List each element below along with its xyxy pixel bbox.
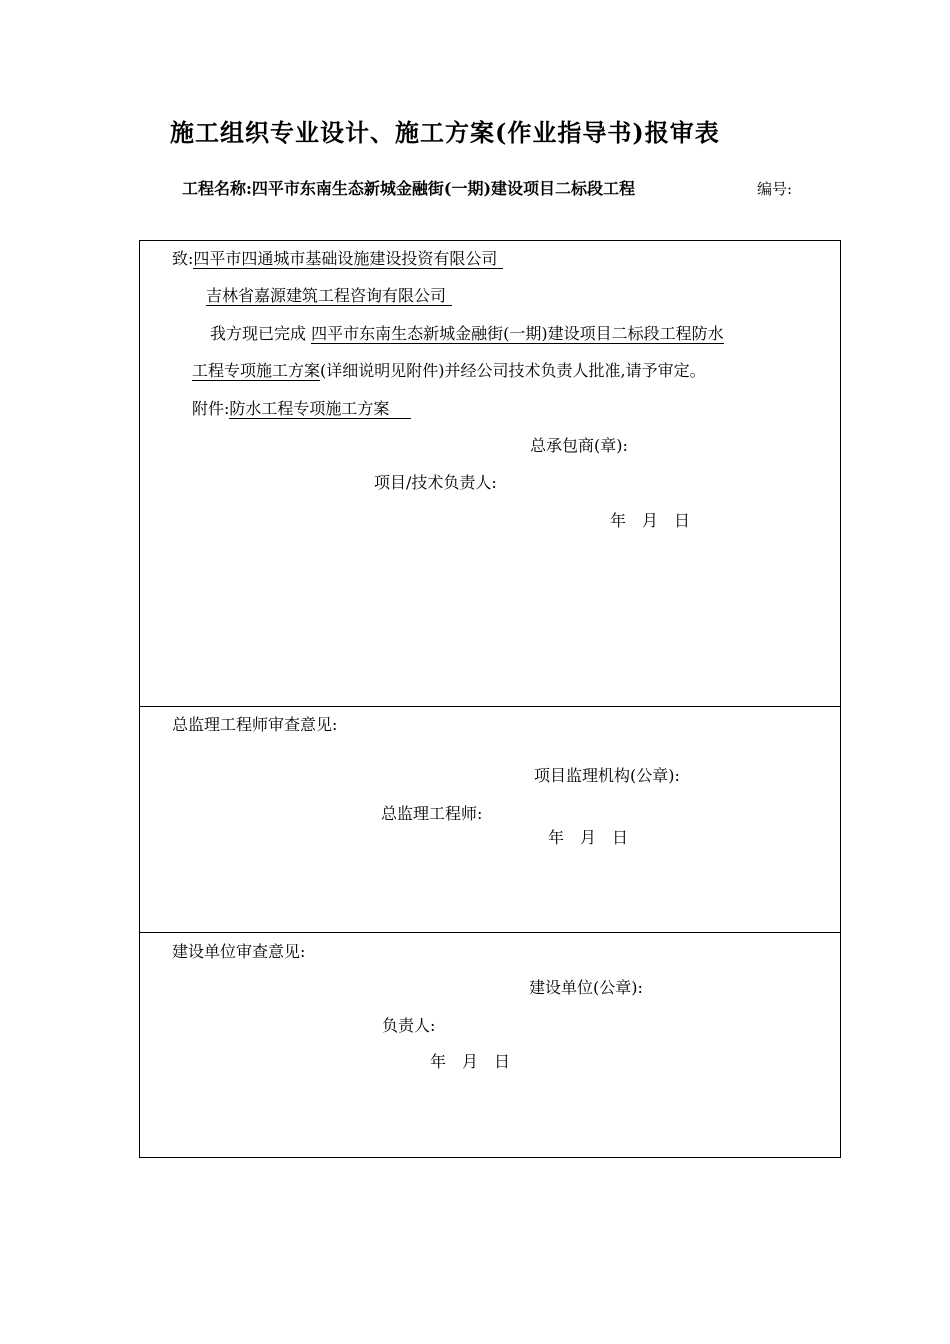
- number-label: 编号:: [757, 180, 793, 198]
- supervision-date: 年 月 日: [548, 828, 629, 847]
- page-title: 施工组织专业设计、施工方案(作业指导书)报审表: [170, 118, 720, 147]
- supervision-org-label: 项目监理机构(公章):: [534, 766, 680, 785]
- project-name: 工程名称:四平市东南生态新城金融街(一期)建设项目二标段工程: [182, 179, 636, 198]
- body-prefix: 我方现已完成: [210, 324, 307, 343]
- body-suffix: (详细说明见附件)并经公司技术负责人批准,请予审定。: [320, 361, 706, 380]
- body-line-1: [210, 321, 724, 344]
- attachment-label: 附件:: [192, 399, 230, 418]
- submission-section: [140, 241, 840, 707]
- attachment-line: [192, 396, 411, 419]
- body-plan-name-2: 工程专项施工方案: [192, 361, 321, 380]
- responsible-person-label: 负责人:: [382, 1016, 436, 1035]
- tech-lead-label: 项目/技术负责人:: [374, 473, 497, 492]
- supervision-section: [140, 707, 840, 933]
- owner-opinion-label: 建设单位审查意见:: [172, 942, 306, 961]
- recipient-line-2: [206, 283, 452, 306]
- attachment-value: 防水工程专项施工方案: [229, 399, 411, 419]
- owner-date: 年 月 日: [430, 1052, 511, 1071]
- chief-engineer-label: 总监理工程师:: [381, 804, 483, 823]
- contractor-seal-label: 总承包商(章):: [530, 436, 628, 455]
- approval-form: [139, 240, 841, 1158]
- recipient-2: 吉林省嘉源建筑工程咨询有限公司: [206, 286, 452, 306]
- owner-section: [140, 933, 840, 1158]
- submission-date: 年 月 日: [610, 511, 691, 530]
- to-label: 致:: [172, 249, 194, 268]
- owner-unit-label: 建设单位(公章):: [529, 978, 643, 997]
- recipient-line-1: [172, 246, 503, 269]
- body-line-2: [192, 358, 706, 381]
- supervision-opinion-label: 总监理工程师审查意见:: [172, 715, 338, 734]
- recipient-1: 四平市四通城市基础设施建设投资有限公司: [193, 249, 503, 269]
- body-plan-name-1: 四平市东南生态新城金融街(一期)建设项目二标段工程防水: [311, 324, 724, 343]
